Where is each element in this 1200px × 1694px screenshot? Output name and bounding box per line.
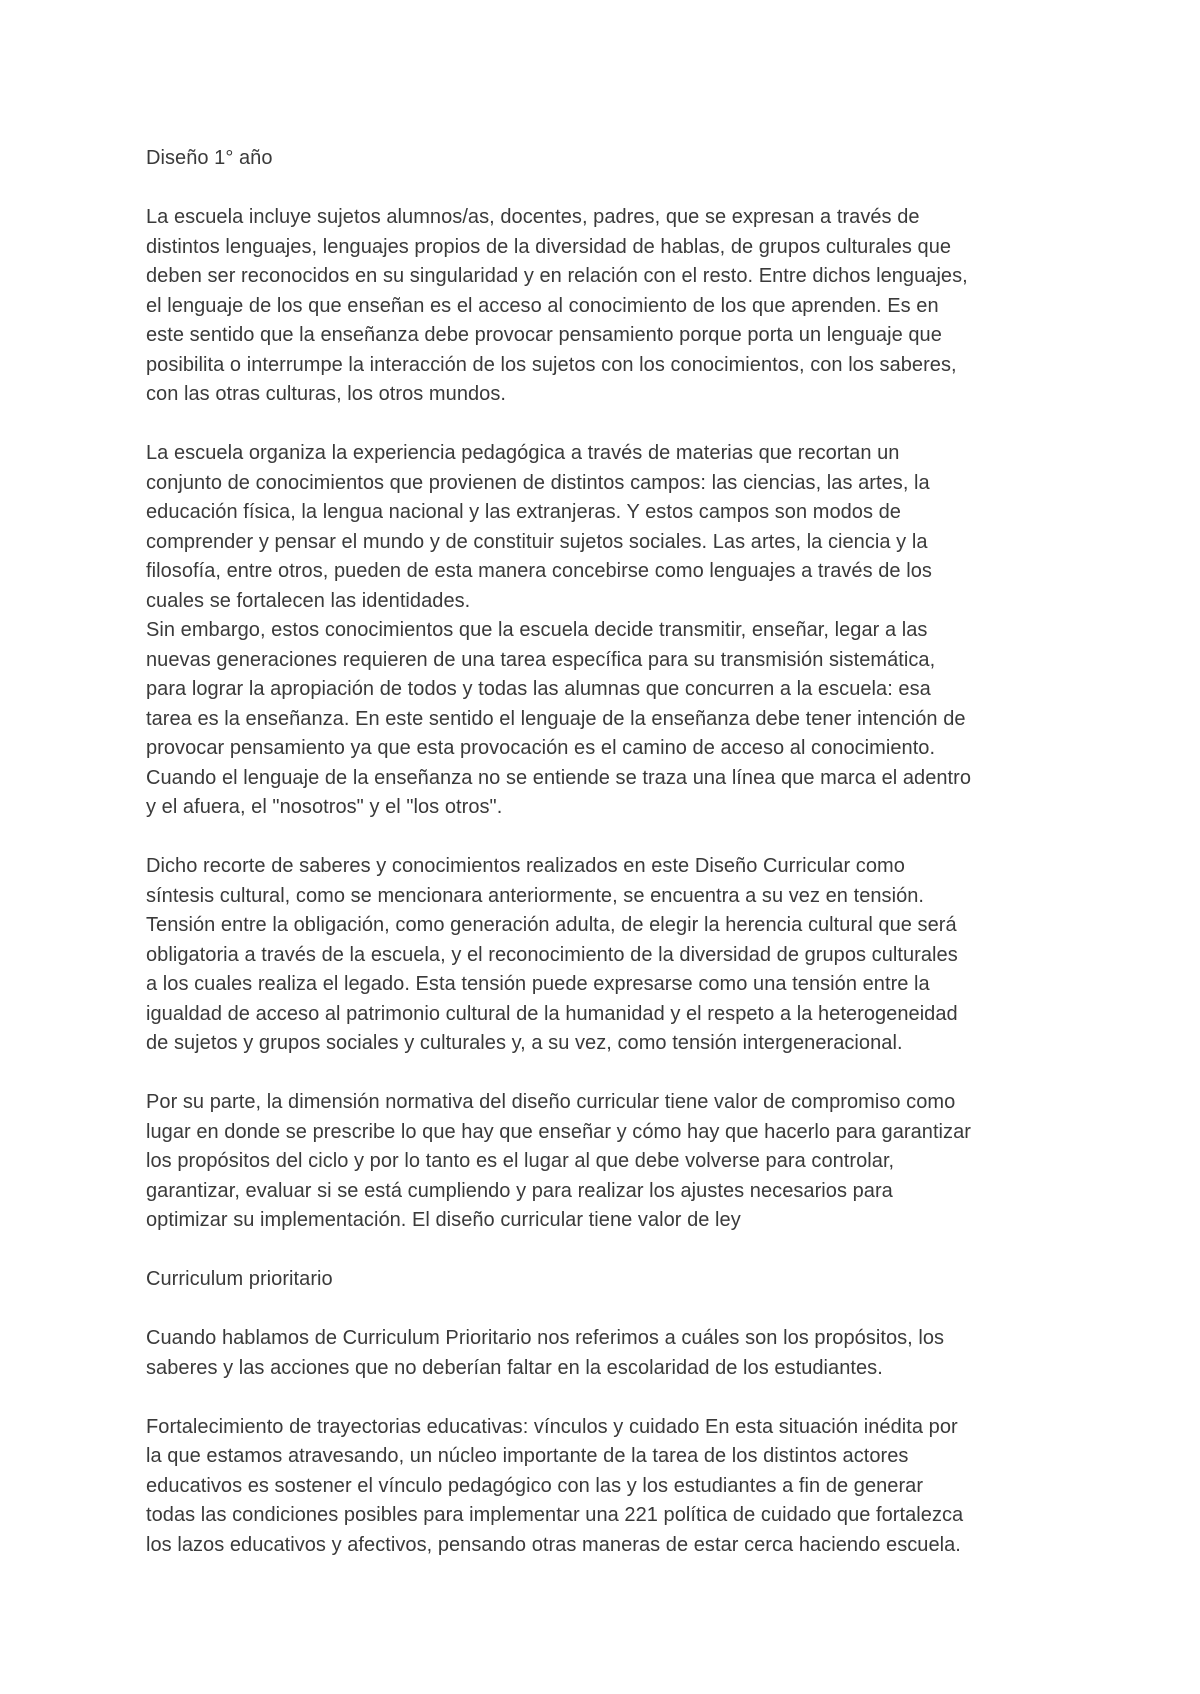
text-line: Por su parte, la dimensión normativa del diseño curricular tiene valor de compromiso como (146, 1091, 956, 1113)
text-line: comprender y pensar el mundo y de constituir sujetos sociales. Las artes, la ciencia y la (146, 530, 928, 553)
text-line: síntesis cultural, como se mencionara anteriormente, se encuentra a su vez en tensión. (146, 884, 925, 907)
paragraph-3 (146, 616, 1076, 823)
text-line: Cuando el lenguaje de la enseñanza no se entiende se traza una línea que marca el adentro (146, 766, 972, 789)
text-line: La escuela incluye sujetos alumnos/as, docentes, padres, que se expresan a través de (146, 206, 920, 228)
paragraph-gap (146, 1059, 1076, 1089)
text-line: los lazos educativos y afectivos, pensando otras maneras de estar cerca haciendo escuela. (146, 1533, 961, 1556)
text-line: Tensión entre la obligación, como generación adulta, de elegir la herencia cultural que será (146, 914, 957, 936)
text-line: de sujetos y grupos sociales y culturales y, a su vez, como tensión intergeneracional. (146, 1032, 903, 1054)
text-line: educativos es sostener el vínculo pedagógico con las y los estudiantes a fin de generar (146, 1474, 924, 1497)
paragraph-gap (146, 410, 1076, 440)
text-line: y el afuera, el "nosotros" y el "los otros". (146, 796, 503, 818)
text-line: lugar en donde se prescribe lo que hay que enseñar y cómo hay que hacerlo para garantizar (146, 1120, 971, 1143)
paragraph-gap (146, 1236, 1076, 1266)
text-line: este sentido que la enseñanza debe provocar pensamiento porque porta un lenguaje que (146, 324, 942, 346)
text-line: obligatoria a través de la escuela, y el reconocimiento de la diversidad de grupos culturales (146, 943, 958, 966)
text-line: Cuando hablamos de Curriculum Prioritario nos referimos a cuáles son los propósitos, los (146, 1327, 945, 1349)
paragraph-6 (146, 1324, 1076, 1383)
section-subtitle: Curriculum prioritario (146, 1268, 333, 1290)
text-line: optimizar su implementación. El diseño curricular tiene valor de ley (146, 1209, 741, 1231)
document-title: Diseño 1° año (146, 147, 273, 169)
text-line: Fortalecimiento de trayectorias educativas: vínculos y cuidado En esta situación inédita por (146, 1415, 958, 1438)
text-line: la que estamos atravesando, un núcleo importante de la tarea de los distintos actores (146, 1445, 909, 1467)
text-line: provocar pensamiento ya que esta provocación es el camino de acceso al conocimiento. (146, 737, 936, 759)
text-line: La escuela organiza la experiencia pedagógica a través de materias que recortan un (146, 442, 900, 464)
text-line: distintos lenguajes, lenguajes propios de la diversidad de hablas, de grupos culturales que (146, 235, 952, 258)
document-body (146, 144, 1076, 1560)
paragraph-gap (146, 174, 1076, 204)
paragraph-7 (146, 1413, 1076, 1561)
text-line: saberes y las acciones que no deberían faltar en la escolaridad de los estudiantes. (146, 1356, 883, 1379)
text-line: a los cuales realiza el legado. Esta tensión puede expresarse como una tensión entre la (146, 973, 930, 995)
text-line: conjunto de conocimientos que provienen de distintos campos: las ciencias, las artes, la (146, 471, 930, 494)
text-line: todas las condiciones posibles para implementar una 221 política de cuidado que fortalezca (146, 1504, 964, 1526)
text-line: los propósitos del ciclo y por lo tanto es el lugar al que debe volverse para controlar, (146, 1150, 895, 1172)
text-line: garantizar, evaluar si se está cumpliendo y para realizar los ajustes necesarios para (146, 1179, 893, 1202)
paragraph-gap (146, 1295, 1076, 1325)
text-line: con las otras culturas, los otros mundos. (146, 383, 506, 405)
text-line: igualdad de acceso al patrimonio cultural de la humanidad y el respeto a la heterogeneidad (146, 1002, 958, 1025)
text-line: el lenguaje de los que enseñan es el acceso al conocimiento de los que aprenden. Es en (146, 294, 939, 317)
paragraph-1 (146, 203, 1076, 410)
paragraph-2 (146, 439, 1076, 616)
paragraph-gap (146, 1383, 1076, 1413)
text-line: posibilita o interrumpe la interacción de los sujetos con los conocimientos, con los saberes, (146, 353, 957, 376)
paragraph-4 (146, 852, 1076, 1059)
paragraph-gap (146, 823, 1076, 853)
paragraph-5 (146, 1088, 1076, 1236)
text-line: Sin embargo, estos conocimientos que la escuela decide transmitir, enseñar, legar a las (146, 619, 928, 641)
text-line: educación física, la lengua nacional y las extranjeras. Y estos campos son modos de (146, 501, 901, 523)
text-line: tarea es la enseñanza. En este sentido el lenguaje de la enseñanza debe tener intención de (146, 707, 966, 730)
text-line: nuevas generaciones requieren de una tarea específica para su transmisión sistemática, (146, 648, 936, 671)
text-line: deben ser reconocidos en su singularidad y en relación con el resto. Entre dichos lenguajes, (146, 265, 968, 287)
text-line: Dicho recorte de saberes y conocimientos realizados en este Diseño Curricular como (146, 855, 905, 877)
text-line: para lograr la apropiación de todos y todas las alumnas que concurren a la escuela: esa (146, 678, 931, 700)
text-line: filosofía, entre otros, pueden de esta manera concebirse como lenguajes a través de los (146, 560, 932, 582)
text-line: cuales se fortalecen las identidades. (146, 589, 471, 612)
